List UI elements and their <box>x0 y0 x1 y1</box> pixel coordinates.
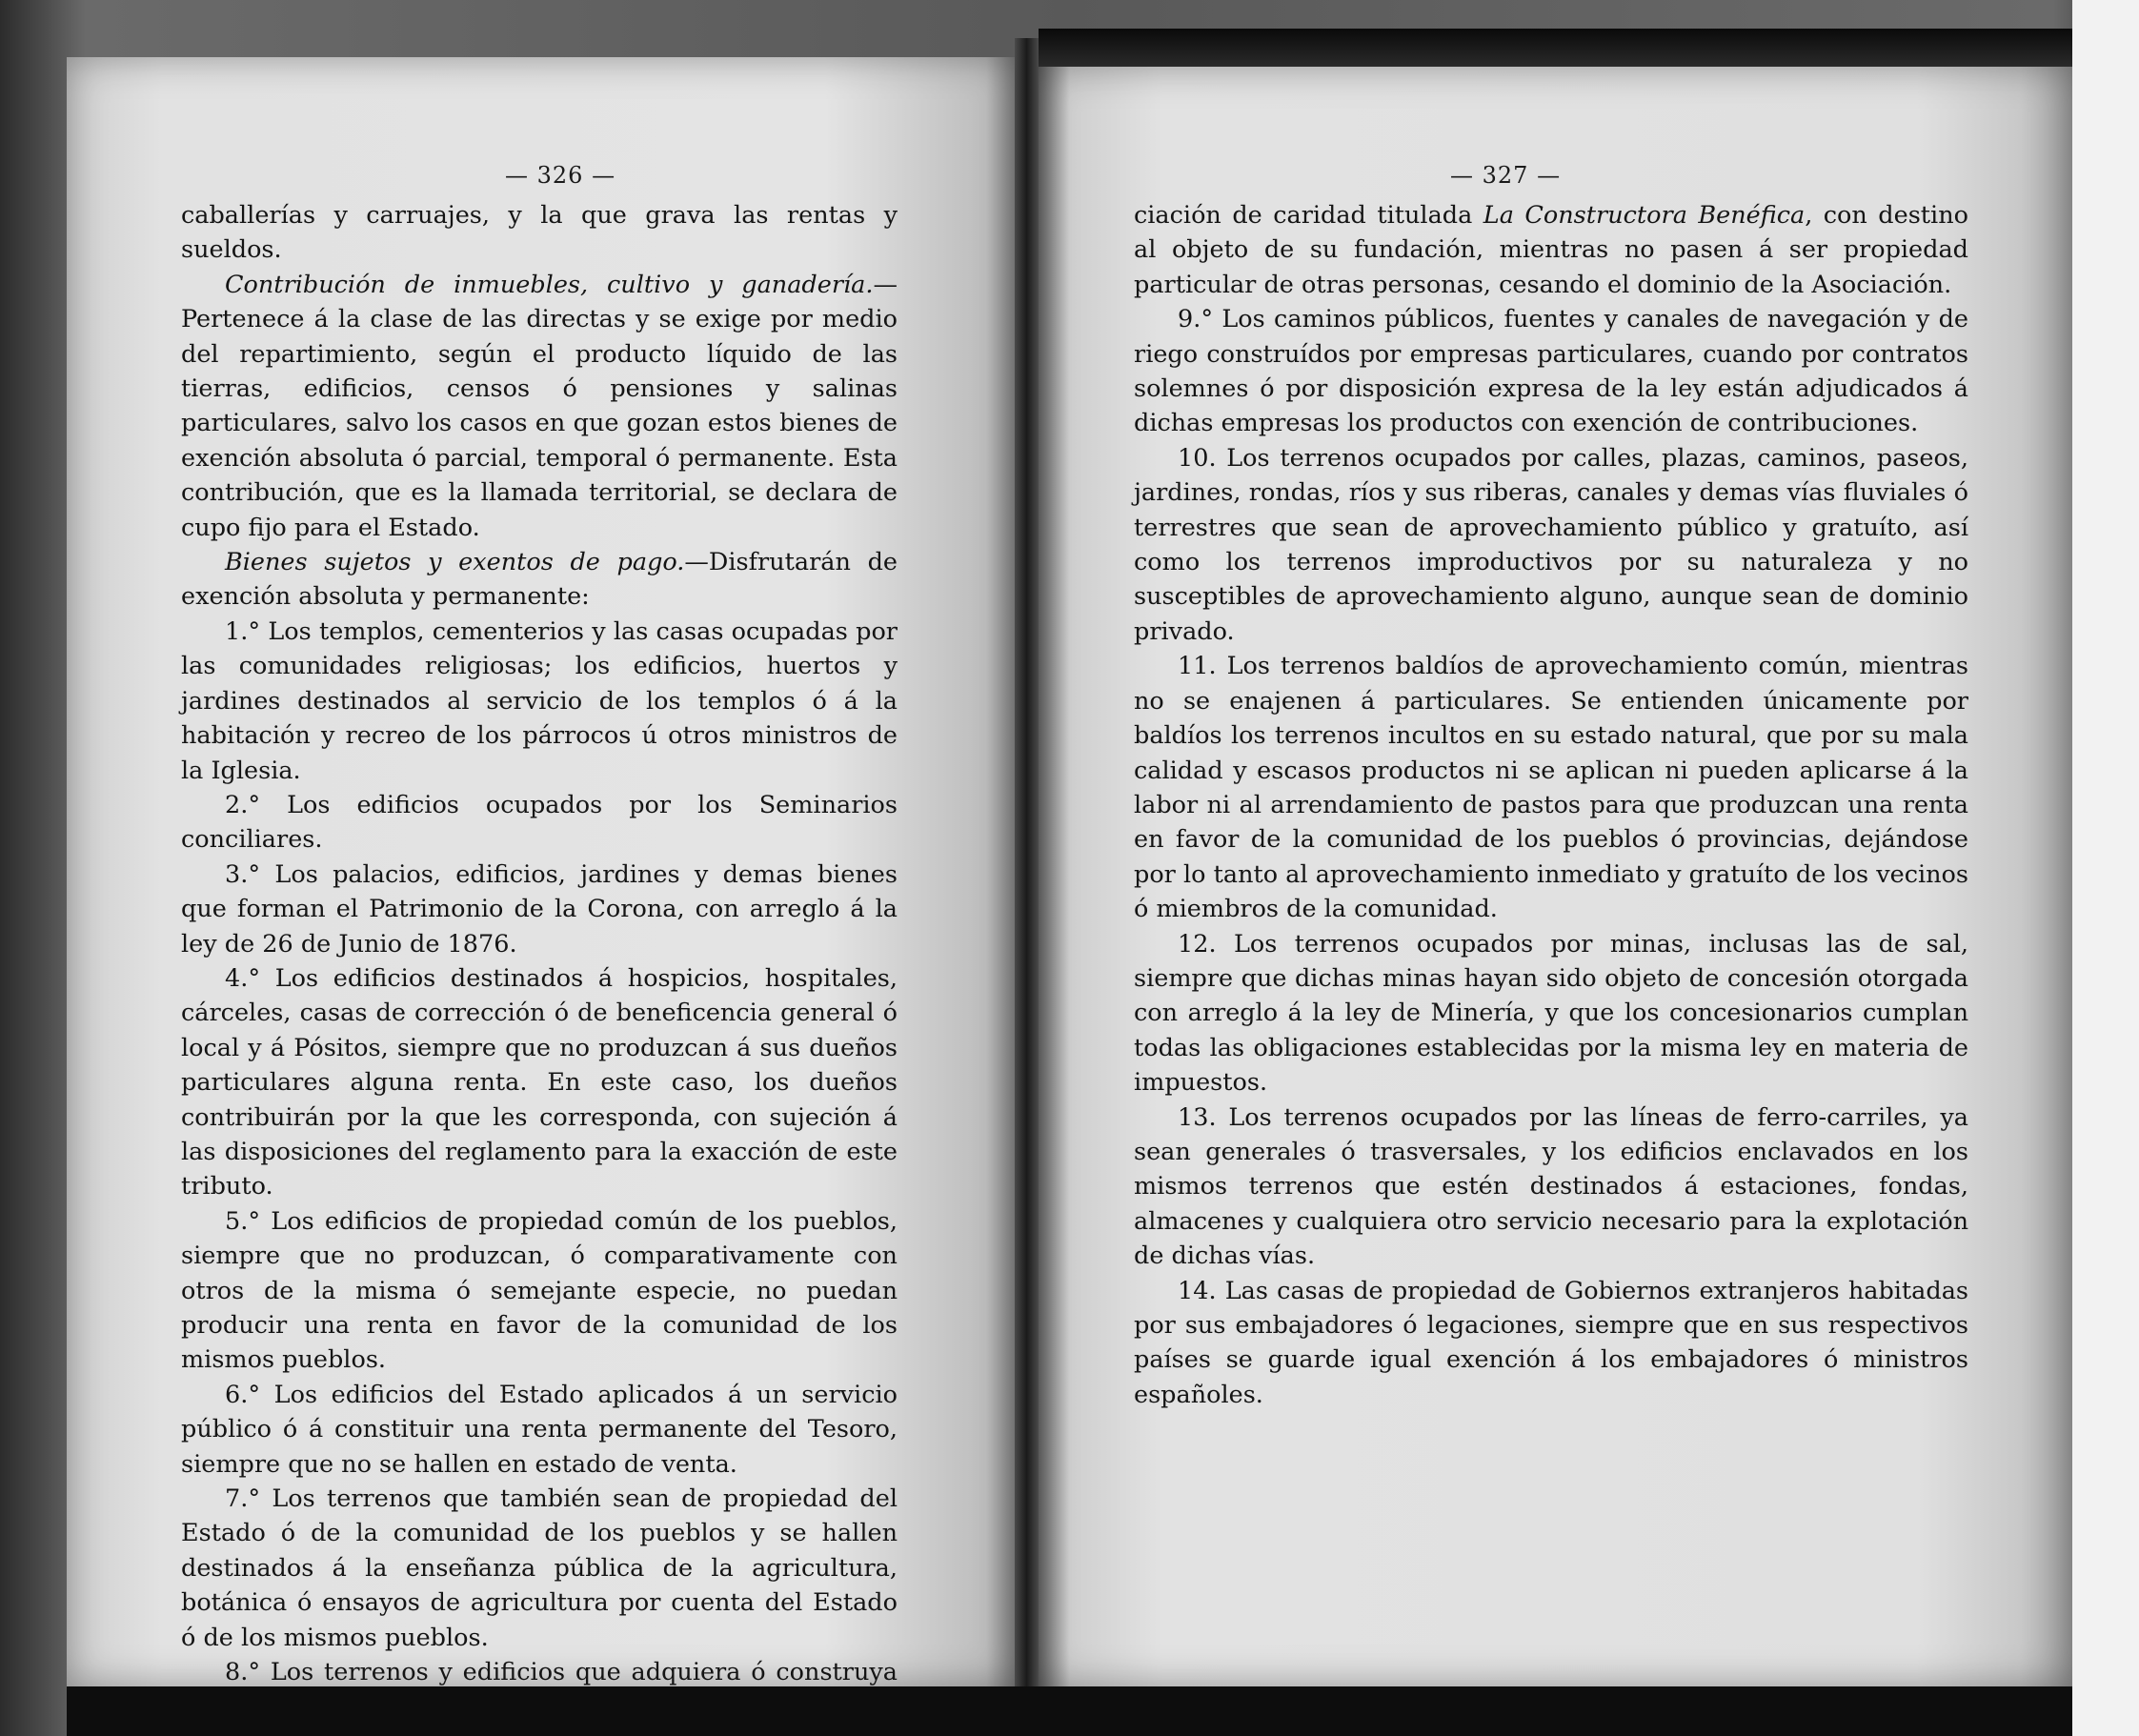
list-item: 4.° Los edificios destinados á hospicios, hospitales, cárceles, casas de corrección ó de beneficencia general ó local y á Pósitos, siempre que no produzcan á sus dueños particulares alguna renta. En este caso, los dueños contribuirán por la que les corresponda, con sujeción á las disposiciones del reglamento para la exacción de este tributo. <box>181 963 898 1201</box>
list-item: 8.° Los terrenos y edificios que adquiera ó construya <box>225 1658 898 1687</box>
list-item: 9.° Los caminos públicos, fuentes y canales de navegación y de riego construídos por empresas particulares, cuando por contratos solemnes ó por disposición expresa de la ley están adjudicados á dichas empresas los productos con exención de contribuciones. <box>1134 305 1968 438</box>
list-item: 11. Los terrenos baldíos de aprovechamiento común, mientras no se enajenen á particulares. Se entienden únicamente por baldíos los terrenos incultos en su estado natural, que por su mala calidad y escasos productos ni se aplican ni pueden aplicarse á la labor ni al arrendamiento de pastos para que produzcan una renta en favor de la comunidad de los pueblos ó provincias, dejándose por lo tanto al aprovechamiento inmediato y gratuíto de los vecinos ó miembros de la comunidad. <box>1134 652 1968 924</box>
scan-bottom-edge <box>67 1686 2072 1736</box>
paragraph: Bienes sujetos y exentos de pago.—Disfrutarán de exención absoluta y permanente: <box>181 548 898 612</box>
book-gutter <box>1015 38 1039 1686</box>
list-item: 3.° Los palacios, edificios, jardines y demas bienes que forman el Patrimonio de la Corona, con arreglo á la ley de 26 de Junio de 1876. <box>181 859 898 959</box>
section-heading: Contribución de inmuebles, cultivo y ganadería. <box>225 270 874 299</box>
list-item: 14. Las casas de propiedad de Gobiernos extranjeros habitadas por sus embajadores ó legaciones, siempre que en sus respectivos países se guarde igual exención á los embajadores ó ministros españoles. <box>1134 1276 1968 1409</box>
list-item: 1.° Los templos, cementerios y las casas ocupadas por las comunidades religiosas; los edificios, huertos y jardines destinados al servicio de los templos ó á la habitación y recreo de los párrocos ú otros ministros de la Iglesia. <box>181 616 898 785</box>
paragraph: ciación de caridad titulada La Constructora Benéfica, con destino al objeto de su fundación, mientras no pasen á ser propiedad particular de otras personas, cesando el dominio de la Asociación. <box>1134 201 1968 299</box>
paragraph: Contribución de inmuebles, cultivo y ganadería.—Pertenece á la clase de las directas y se exige por medio del repartimiento, según el producto líquido de las tierras, edificios, censos ó pensiones y salinas particulares, salvo los casos en que gozan estos bienes de exención absoluta ó parcial, temporal ó permanente. Esta contribución, que es la llamada territorial, se declara de cupo fijo para el Estado. <box>181 270 898 542</box>
right-page <box>1039 67 2072 1686</box>
right-page-body <box>1134 198 1968 1412</box>
institution-name: La Constructora Benéfica <box>1483 201 1806 230</box>
page-number-right: — 327 — <box>1450 162 1562 189</box>
list-item: 13. Los terrenos ocupados por las líneas de ferro-carriles, ya sean generales ó trasversales, y los edificios enclavados en los mismos terrenos que estén destinados á estaciones, fondas, almacenes y cualquiera otro servicio necesario para la explotación de dichas vías. <box>1134 1102 1968 1271</box>
scan-top-shadow <box>1039 29 2072 67</box>
list-item: 5.° Los edificios de propiedad común de los pueblos, siempre que no produzcan, ó comparativamente con otros de la misma ó semejante especie, no puedan producir una renta en favor de la comunidad de los mismos pueblos. <box>181 1206 898 1375</box>
left-page <box>67 57 1015 1686</box>
list-item: 2.° Los edificios ocupados por los Seminarios conciliares. <box>181 790 898 855</box>
list-item: 6.° Los edificios del Estado aplicados á un servicio público ó á constituir una renta permanente del Tesoro, siempre que no se hallen en estado de venta. <box>181 1380 898 1479</box>
paragraph: caballerías y carruajes, y la que grava las rentas y sueldos. <box>181 201 898 265</box>
section-heading: Bienes sujetos y exentos de pago. <box>225 548 685 577</box>
list-item: 7.° Los terrenos que también sean de propiedad del Estado ó de la comunidad de los pueblos y se hallen destinados á la enseñanza pública de la agricultura, botánica ó ensayos de agricultura por cuenta del Estado ó de los mismos pueblos. <box>181 1484 898 1652</box>
page-number-left: — 326 — <box>505 162 616 189</box>
scan-right-margin <box>2072 0 2139 1736</box>
left-page-body <box>181 198 898 1725</box>
list-item: 10. Los terrenos ocupados por calles, plazas, caminos, paseos, jardines, rondas, ríos y sus riberas, canales y demas vías fluviales ó terrestres que sean de aprovechamiento público y gratuíto, así como los terrenos improductivos por su naturaleza y no susceptibles de aprovechamiento alguno, aunque sean de dominio privado. <box>1134 443 1968 646</box>
list-item: 12. Los terrenos ocupados por minas, inclusas las de sal, siempre que dichas minas hayan sido objeto de concesión otorgada con arreglo á la ley de Minería, y que los concesionarios cumplan todas las obligaciones establecidas por la misma ley en materia de impuestos. <box>1134 929 1968 1098</box>
